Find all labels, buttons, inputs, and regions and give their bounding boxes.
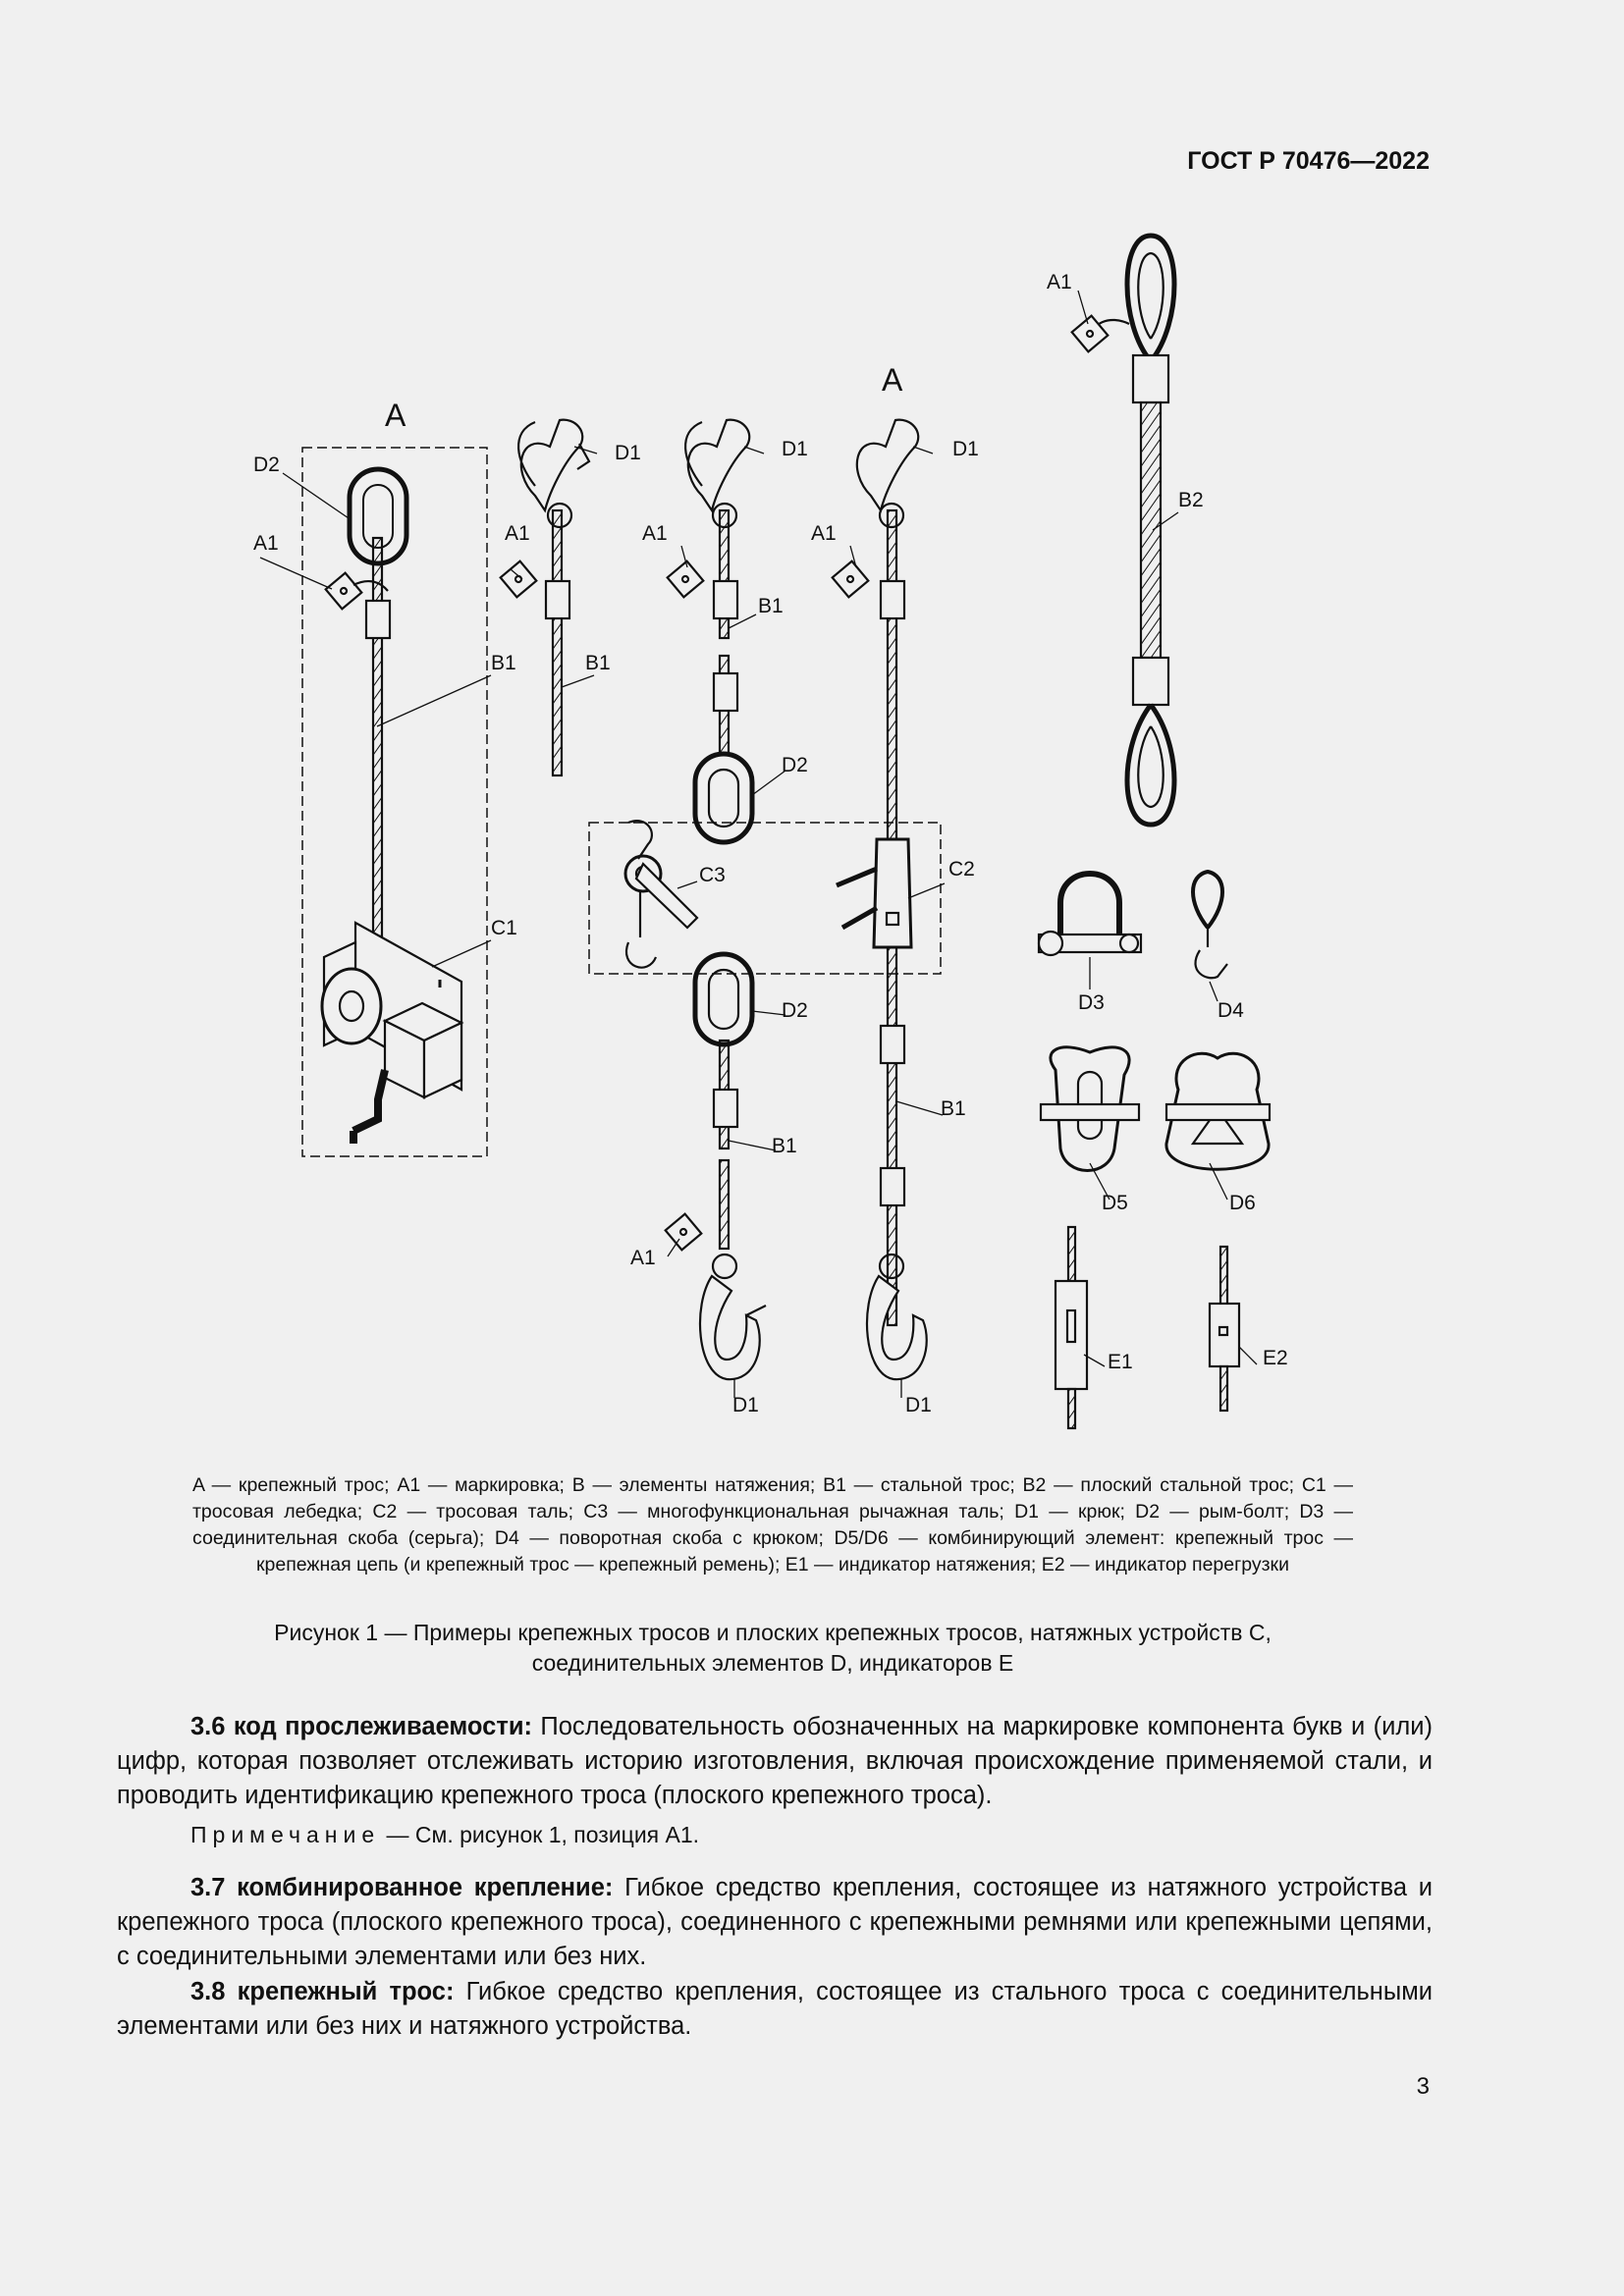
label-b1: B1 [585,652,611,674]
label-a-right: A [882,362,903,398]
label-b2: B2 [1178,489,1204,511]
label-b1: B1 [491,652,516,674]
label-c1: C1 [491,917,517,939]
lever-hoist-c3 [625,821,697,967]
label-d1: D1 [905,1394,932,1416]
note-text: — См. рисунок 1, позиция A1. [380,1822,700,1847]
label-a1: A1 [253,532,279,555]
note [190,1822,699,1848]
label-d1: D1 [952,438,979,460]
label-d5: D5 [1102,1192,1128,1214]
label-d3: D3 [1078,991,1105,1014]
label-d1: D1 [782,438,808,460]
paragraph-3-7 [117,1871,1433,1974]
label-c2: C2 [948,858,975,881]
note-label: Примечание [190,1822,381,1847]
rope-hoist-c2 [837,839,911,947]
paragraph-3-6 [117,1710,1433,1813]
tension-indicator-e1 [1056,1227,1087,1428]
label-a1: A1 [642,522,668,545]
figure-legend: A — крепежный трос; A1 — маркировка; B — элементы натяжения; B1 — стальной трос; B2 — плоский стальной трос; C1 — тросовая лебедка; C2 — тросовая таль; C3 — многофункциональная рычажная таль; D1 — крюк; D2 — рым-болт; D3 — соединительная скоба (серьга); D4 — поворотная скоба с крюком; D5/D6 — комбинирующий элемент: крепежный трос — крепежная цепь (и крепежный трос — крепежный ремень); E1 — индикатор натяжения; E2 — индикатор перегрузки [192,1474,1353,1575]
definition-3-8: Гибкое средство крепления, состоящее из стального троса с соединительными элементами или без них и натяжного устройства. [117,1978,1433,2040]
term-3-6: 3.6 код прослеживаемости: [190,1713,532,1740]
definition-3-7: Гибкое средство крепления, состоящее из натяжного устройства и крепежного троса (плоского крепежного троса), соединенного с крепежными ремнями или крепежными цепями, с соединительными элементами или без них. [117,1874,1433,1970]
marking-tag-a1-icon [326,573,362,610]
label-d6: D6 [1229,1192,1256,1214]
label-b1: B1 [772,1135,797,1157]
overload-indicator-e2 [1210,1247,1239,1411]
label-d1: D1 [615,442,641,464]
label-d2: D2 [782,999,808,1022]
label-d2: D2 [253,454,280,476]
combining-element-d5 [1041,1047,1139,1171]
figure-caption [192,1618,1353,1679]
label-a1: A1 [630,1247,656,1269]
label-a1: A1 [1047,271,1072,294]
document-header: ГОСТ Р 70476—2022 [1187,147,1430,175]
shackle-d3 [1039,874,1141,955]
combining-element-d6 [1166,1053,1270,1169]
definition-3-6: Последовательность обозначенных на маркировке компонента букв и (или) цифр, которая позволяет отслеживать историю изготовления, включая происхождение применяемой стали, и проводить идентификацию крепежного троса (плоского крепежного троса). [117,1713,1434,1809]
caption-line-1: Рисунок 1 — Примеры крепежных тросов и плоских крепежных тросов, натяжных устройств C, [274,1620,1272,1645]
label-d1: D1 [732,1394,759,1416]
label-a1: A1 [505,522,530,545]
swivel-hook-d4 [1193,872,1227,978]
ferrule [366,601,390,638]
label-e1: E1 [1108,1351,1133,1373]
label-b1: B1 [758,595,784,617]
ring-d2-lower [695,954,752,1044]
label-a1: A1 [811,522,837,545]
label-d4: D4 [1218,999,1244,1022]
label-d2: D2 [782,754,808,776]
label-b1: B1 [941,1097,966,1120]
term-3-8: 3.8 крепежный трос: [190,1978,455,2005]
paragraph-3-8 [117,1975,1433,2044]
label-e2: E2 [1263,1347,1288,1369]
flat-wire-rope-b2 [1092,236,1174,825]
label-a-left: A [385,398,406,433]
hook-d1-bottom [700,1255,766,1379]
term-3-7: 3.7 комбинированное крепление: [190,1874,614,1901]
caption-line-2: соединительных элементов D, индикаторов E [531,1650,1014,1676]
label-c3: C3 [699,864,726,886]
ring-d2-upper [695,754,752,842]
page-number: 3 [1416,2073,1430,2100]
winch-c1 [322,923,461,1144]
